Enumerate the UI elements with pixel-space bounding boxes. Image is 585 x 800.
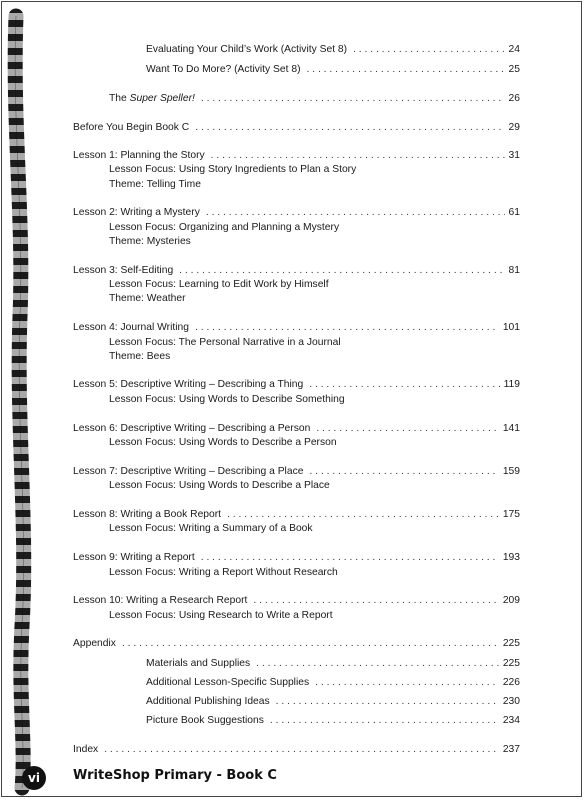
toc-page-number: 237 [502,744,520,755]
dot-leader [309,378,499,391]
toc-entry-label: Want To Do More? (Activity Set 8) [146,64,301,75]
dot-leader [309,465,498,478]
lesson-title: Lesson 2: Writing a Mystery [73,207,200,218]
toc-page-number: 209 [502,595,520,606]
lesson-focus: Lesson Focus: Writing a Report Without Research [109,567,338,578]
dot-leader [201,551,499,564]
toc-page-number: 26 [508,93,520,104]
toc-entry-super-speller [109,92,520,105]
lesson-focus: Lesson Focus: Writing a Summary of a Book [109,523,313,534]
toc-page-number: 141 [502,423,520,434]
toc-lesson-6 [73,422,520,435]
dot-leader [206,206,505,219]
lesson-theme: Theme: Bees [109,351,171,362]
dot-leader [211,149,505,162]
toc-entry-label: Additional Lesson-Specific Supplies [146,677,310,688]
toc-page-number: 25 [508,64,520,75]
lesson-focus: Lesson Focus: Using Research to Write a Report [109,610,333,621]
toc-lesson-9 [73,551,520,564]
lesson-focus: Lesson Focus: Using Words to Describe Something [109,394,345,405]
toc-lesson-2 [73,206,520,219]
lesson-theme: Theme: Telling Time [109,179,201,190]
toc-lesson-10 [73,594,520,607]
lesson-title: Lesson 6: Descriptive Writing – Describing a Person [73,423,311,434]
lesson-focus: Lesson Focus: Using Words to Describe a Place [109,480,330,491]
toc-entry-label: Appendix [73,638,116,649]
dot-leader [316,422,498,435]
toc-appendix-item [146,695,520,708]
toc-page-number: 24 [508,44,520,55]
dot-leader [276,695,499,708]
dot-leader [179,264,504,277]
toc-lesson-1 [73,149,520,162]
toc-page-number: 101 [502,322,520,333]
lesson-title: Lesson 7: Descriptive Writing – Describing a Place [73,466,304,477]
lesson-focus: Lesson Focus: Using Story Ingredients to Plan a Story [109,164,357,175]
toc-entry [146,43,520,56]
lesson-title: Lesson 4: Journal Writing [73,322,189,333]
toc-lesson-7 [73,465,520,478]
toc-page-number: 226 [502,677,520,688]
toc-page-number: 81 [508,265,520,276]
lesson-title: Lesson 9: Writing a Report [73,552,195,563]
toc-appendix-item [146,657,520,670]
toc-page-number: 175 [502,509,520,520]
toc-page-number: 29 [508,122,520,133]
toc-lesson-5 [73,378,520,391]
toc-lesson-3 [73,264,520,277]
dot-leader [253,594,498,607]
dot-leader [227,508,499,521]
dot-leader [256,657,499,670]
toc-page-number: 225 [502,658,520,669]
lesson-title: Lesson 8: Writing a Book Report [73,509,222,520]
dot-leader [201,92,505,105]
lesson-theme: Theme: Weather [109,293,186,304]
toc-entry-before-you-begin [73,121,520,134]
toc-appendix-item [146,676,520,689]
toc-entry-label: Materials and Supplies [146,658,251,669]
toc-page-number: 225 [502,638,520,649]
toc-lesson-4 [73,321,520,334]
toc-page-number: 119 [503,379,520,390]
dot-leader [353,43,504,56]
toc-entry-label: Picture Book Suggestions [146,715,264,726]
dot-leader [122,637,499,650]
lesson-focus: Lesson Focus: The Personal Narrative in a Journal [109,337,341,348]
toc-page-number: 193 [502,552,520,563]
toc-entry-appendix [73,637,520,650]
dot-leader [315,676,499,689]
lesson-focus: Lesson Focus: Using Words to Describe a Person [109,437,337,448]
lesson-title: Lesson 10: Writing a Research Report [73,595,248,606]
toc-entry-label: Index [73,744,99,755]
toc-entry-label: Before You Begin Book C [73,122,190,133]
dot-leader [270,714,499,727]
lesson-theme: Theme: Mysteries [109,236,191,247]
toc-entry-label: Additional Publishing Ideas [146,696,270,707]
dot-leader [104,743,499,756]
toc-page-number: 61 [508,207,520,218]
toc-lesson-8 [73,508,520,521]
toc-page-number: 159 [502,466,520,477]
toc-entry [146,63,520,76]
super-speller-prefix: The [109,93,130,104]
dot-leader [195,121,504,134]
lesson-focus: Lesson Focus: Learning to Edit Work by Himself [109,279,329,290]
page-number-badge: vi [22,766,46,790]
lesson-title: Lesson 1: Planning the Story [73,150,205,161]
book-title-footer: WriteShop Primary - Book C [73,768,277,783]
super-speller-title: Super Speller! [129,93,195,104]
lesson-title: Lesson 5: Descriptive Writing – Describing a Thing [73,379,304,390]
toc-page-number: 31 [508,150,520,161]
toc-entry-label: Evaluating Your Child’s Work (Activity Set 8) [146,44,348,55]
toc-entry-index [73,743,520,756]
toc-entry-label [109,92,195,105]
dot-leader [195,321,499,334]
toc-page-number: 234 [502,715,520,726]
lesson-focus: Lesson Focus: Organizing and Planning a Mystery [109,222,340,233]
dot-leader [307,63,505,76]
toc-appendix-item [146,714,520,727]
lesson-title: Lesson 3: Self-Editing [73,265,174,276]
toc-page-number: 230 [502,696,520,707]
